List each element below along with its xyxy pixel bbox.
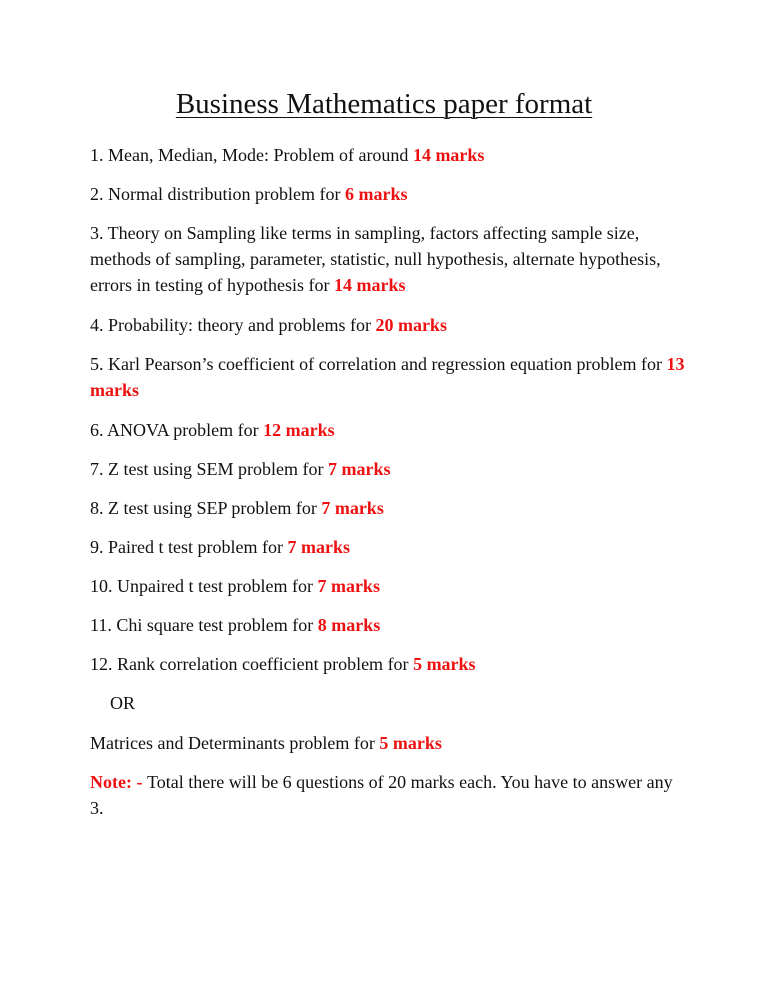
item-text: 4. Probability: theory and problems for (90, 315, 376, 335)
item-marks: 5 marks (413, 654, 476, 674)
note-text: Total there will be 6 questions of 20 marks each. You have to answer any 3. (90, 772, 673, 818)
item-marks: 7 marks (327, 459, 391, 479)
item-1 (90, 142, 690, 168)
item-marks: 7 marks (317, 576, 380, 596)
item-7 (90, 456, 690, 482)
item-marks: 14 marks (333, 275, 406, 295)
item-2 (90, 181, 690, 207)
note (90, 769, 690, 821)
item-marks: 7 marks (321, 498, 384, 518)
item-text: 1. Mean, Median, Mode: Problem of around (90, 145, 413, 165)
item-marks: 6 marks (344, 184, 408, 204)
item-text: 10. Unpaired t test problem for (90, 576, 318, 596)
item-marks: 20 marks (375, 315, 447, 335)
or-text: OR (110, 693, 136, 713)
item-text: 8. Z test using SEP problem for (90, 498, 322, 518)
item-text: 11. Chi square test problem for (90, 615, 318, 635)
alternative-item (90, 730, 690, 756)
note-label: Note: - (90, 772, 147, 792)
item-text: 6. ANOVA problem for (90, 420, 264, 440)
or-separator (90, 690, 710, 716)
item-marks: 12 marks (263, 420, 335, 440)
item-text: 7. Z test using SEM problem for (90, 459, 328, 479)
item-marks: 8 marks (317, 615, 381, 635)
item-text: 9. Paired t test problem for (90, 537, 288, 557)
item-3 (90, 220, 690, 298)
item-text: 3. Theory on Sampling like terms in sampling, factors affecting sample size, methods of sampling, parameter, statistic, null hypothesis, alternate hypothesis, errors in testing of hypothesis for (90, 223, 661, 295)
item-text: 5. Karl Pearson’s coefficient of correlation and regression equation problem for (90, 354, 667, 374)
item-8 (90, 495, 690, 521)
item-9 (90, 534, 690, 560)
item-marks: 14 marks (412, 145, 485, 165)
item-5 (90, 351, 690, 403)
item-11 (90, 612, 690, 638)
item-text: Matrices and Determinants problem for (90, 733, 380, 753)
item-text: 12. Rank correlation coefficient problem for (90, 654, 414, 674)
item-marks: 7 marks (287, 537, 350, 557)
item-6 (90, 417, 690, 443)
item-10 (90, 573, 690, 599)
item-marks: 5 marks (379, 733, 442, 753)
document-title: Business Mathematics paper format (175, 88, 593, 120)
item-12 (90, 651, 690, 677)
item-marks: 13 marks (90, 354, 685, 400)
item-4 (90, 312, 690, 338)
item-text: 2. Normal distribution problem for (90, 184, 345, 204)
